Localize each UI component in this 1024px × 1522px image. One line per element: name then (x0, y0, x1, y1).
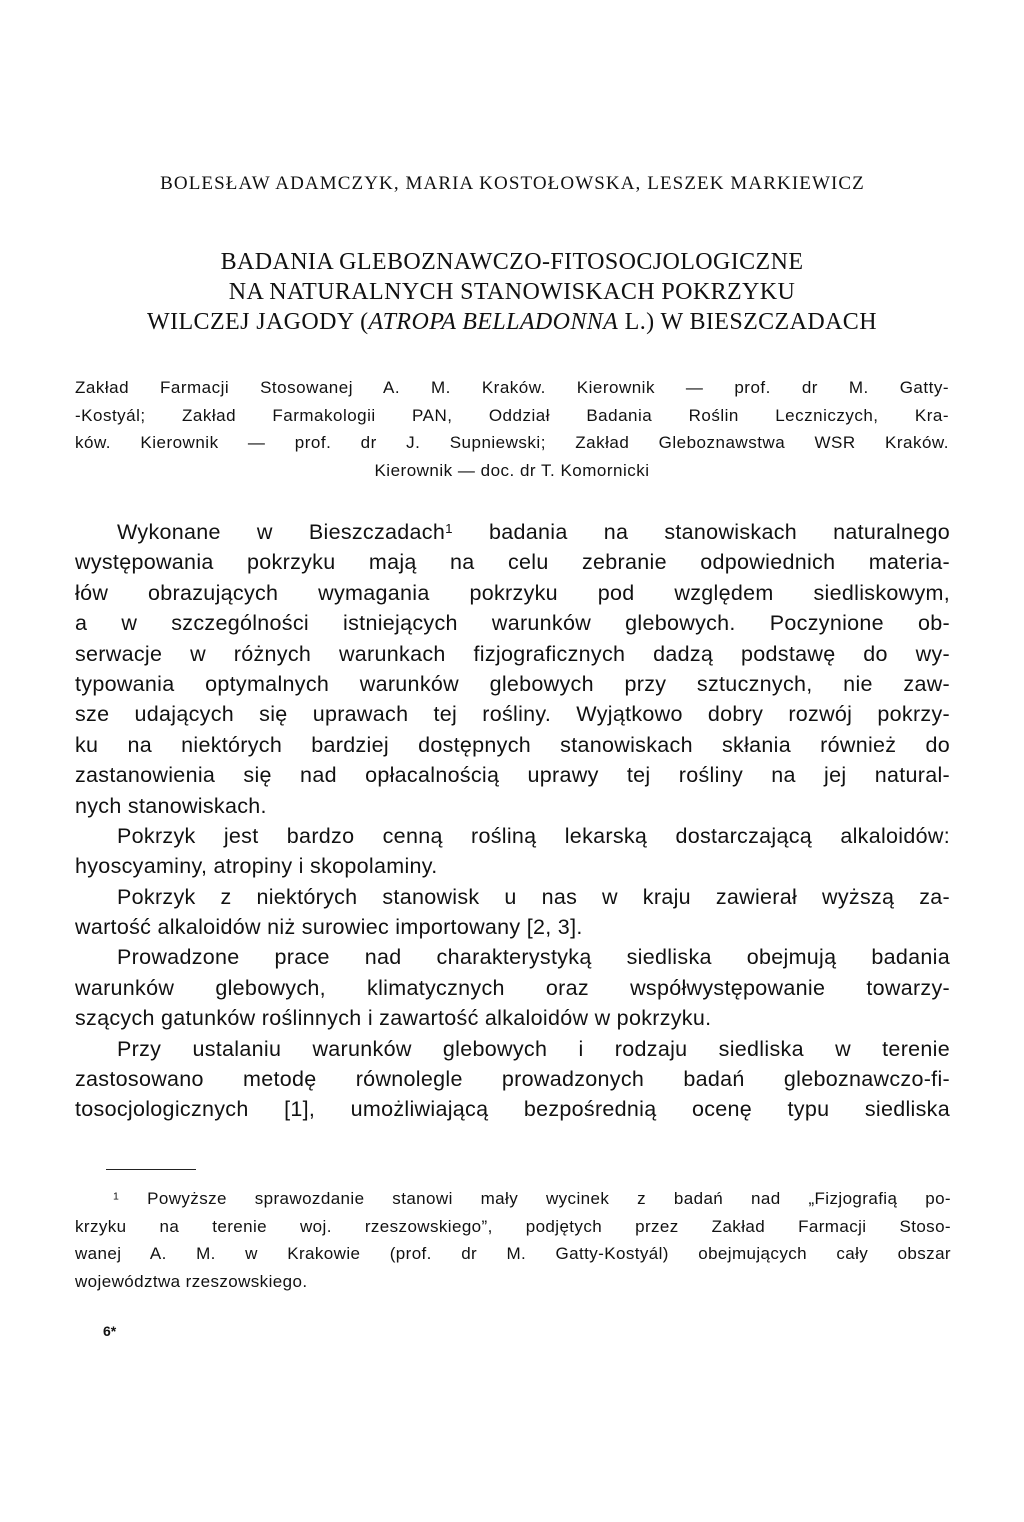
title-line-1: BADANIA GLEBOZNAWCZO-FITOSOCJOLOGICZNE (220, 249, 804, 275)
body-line: nych stanowiskach. (75, 793, 267, 818)
latin-species-name: ATROPA BELLADONNA (368, 309, 619, 335)
body-line: a w szczególności istniejących warunków glebowych. Poczynione ob- (75, 611, 950, 636)
body-line: hyoscyaminy, atropiny i skopolaminy. (75, 854, 438, 879)
page-marker: 6* (103, 1323, 117, 1339)
body-line: Pokrzyk jest bardzo cenną rośliną lekarską dostarczającą alkaloidów: (117, 823, 950, 848)
body-text (75, 517, 950, 1125)
authors: BOLESŁAW ADAMCZYK, MARIA KOSTOŁOWSKA, LESZEK MARKIEWICZ (160, 173, 865, 194)
footnote-line (75, 1185, 951, 1213)
body-line: zastanowienia się nad opłacalnością uprawy tej rośliny na jej natural- (75, 763, 950, 788)
footnote-line: krzyku na terenie woj. rzeszowskiego”, podjętych przez Zakład Farmacji Stoso- (75, 1216, 951, 1236)
title-line-2: NA NATURALNYCH STANOWISKACH POKRZYKU (228, 279, 796, 305)
body-line: sze udających się uprawach tej rośliny. Wyjątkowo dobry rozwój pokrzy- (75, 702, 950, 727)
affiliation-line: Kierownik — doc. dr T. Komornicki (374, 460, 650, 480)
title-line-3-start: WILCZEJ JAGODY ( (147, 309, 369, 335)
body-line: warunków glebowych, klimatycznych oraz współwystępowanie towarzy- (75, 975, 950, 1000)
body-line: serwacje w różnych warunkach fizjograficznych dadzą podstawę do wy- (75, 641, 950, 666)
affiliation-line: ków. Kierownik — prof. dr J. Supniewski; Zakład Gleboznawstwa WSR Kraków. (75, 433, 949, 452)
body-line: typowania optymalnych warunków glebowych przy sztucznych, nie zaw- (75, 671, 950, 696)
body-line: występowania pokrzyku mają na celu zebranie odpowiednich materia- (75, 550, 950, 575)
body-line (75, 517, 950, 547)
body-line: wartość alkaloidów niż surowiec importowany [2, 3]. (75, 915, 583, 940)
body-line: ku na niektórych bardziej dostępnych stanowiskach skłania również do (75, 732, 950, 757)
footnote-marker: 1 (113, 1190, 120, 1203)
affiliation (75, 374, 949, 484)
footnote-separator (106, 1169, 196, 1170)
body-line: Pokrzyk z niektórych stanowisk u nas w kraju zawierał wyższą za- (117, 884, 950, 909)
body-line-start: Wykonane w Bieszczadach (117, 520, 446, 544)
article-title (60, 247, 964, 337)
body-line: łów obrazujących wymagania pokrzyku pod względem siedliskowym, (75, 580, 950, 605)
footnote-line: województwa rzeszowskiego. (75, 1271, 308, 1291)
affiliation-line: -Kostyál; Zakład Farmakologii PAN, Oddział Badania Roślin Leczniczych, Kra- (75, 405, 949, 425)
body-line: Prowadzone prace nad charakterystyką siedliska obejmują badania (117, 945, 950, 970)
body-line: Przy ustalaniu warunków glebowych i rodzaju siedliska w terenie (117, 1036, 950, 1061)
body-line: szących gatunków roślinnych i zawartość alkaloidów w pokrzyku. (75, 1006, 712, 1031)
footnote-reference: 1 (445, 521, 453, 537)
title-line-3 (60, 307, 964, 337)
footnote (75, 1185, 951, 1295)
footnote-line-text: Powyższe sprawozdanie stanowi mały wycinek z badań nad „Fizjografią po- (119, 1189, 951, 1208)
affiliation-line: Zakład Farmacji Stosowanej A. M. Kraków. Kierownik — prof. dr M. Gatty- (75, 378, 949, 397)
title-line-3-end: L.) W BIESZCZADACH (618, 309, 877, 335)
footnote-line: wanej A. M. w Krakowie (prof. dr M. Gatty-Kostyál) obejmujących cały obszar (75, 1244, 951, 1263)
body-line: tosocjologicznych [1], umożliwiającą bezpośrednią ocenę typu siedliska (75, 1097, 950, 1122)
body-line: zastosowano metodę równolegle prowadzonych badań gleboznawczo-fi- (75, 1067, 950, 1092)
body-line-end: badania na stanowiskach naturalnego (452, 520, 950, 544)
